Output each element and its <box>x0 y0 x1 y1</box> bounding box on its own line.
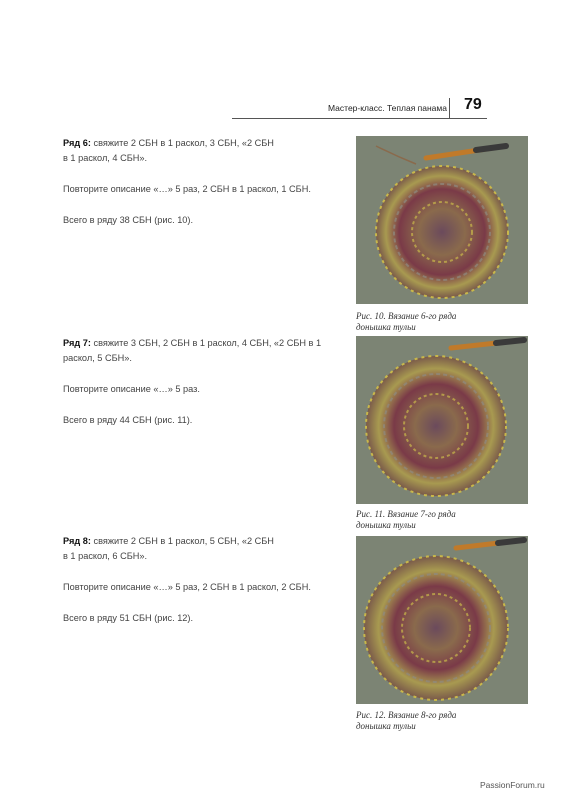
caption-line1: Рис. 11. Вязание 7-го ряда <box>356 509 456 519</box>
running-header-title: Мастер-класс. Теплая панама <box>328 103 447 113</box>
caption-line1: Рис. 10. Вязание 6-го ряда <box>356 311 457 321</box>
crochet-circle-image <box>356 536 528 704</box>
crochet-photo-fig12 <box>356 536 528 704</box>
row-line2: в 1 раскол, 6 СБН». <box>63 551 148 561</box>
row-label: Ряд 8: <box>63 536 91 546</box>
row-total: Всего в ряду 38 СБН (рис. 10). <box>63 215 194 225</box>
row-total: Всего в ряду 44 СБН (рис. 11). <box>63 415 193 425</box>
row-line1: свяжите 3 СБН, 2 СБН в 1 раскол, 4 СБН, «2 СБН в 1 <box>93 338 322 348</box>
row-line1: свяжите 2 СБН в 1 раскол, 3 СБН, «2 СБН <box>93 138 274 148</box>
crochet-circle-image <box>356 136 528 304</box>
row-line2: раскол, 5 СБН». <box>63 353 132 363</box>
row-8-instructions <box>63 534 348 642</box>
row-total: Всего в ряду 51 СБН (рис. 12). <box>63 613 194 623</box>
crochet-photo-fig11 <box>356 336 528 504</box>
row-6-instructions <box>63 136 348 244</box>
header-separator <box>449 98 450 119</box>
row-7-instructions <box>63 336 348 444</box>
figure-caption <box>356 710 516 732</box>
caption-line2: донышка тульи <box>356 721 416 731</box>
row-line1: свяжите 2 СБН в 1 раскол, 5 СБН, «2 СБН <box>93 536 274 546</box>
row-label: Ряд 6: <box>63 138 91 148</box>
caption-line2: донышка тульи <box>356 322 416 332</box>
caption-line1: Рис. 12. Вязание 8-го ряда <box>356 710 457 720</box>
row-repeat: Повторите описание «…» 5 раз, 2 СБН в 1 раскол, 1 СБН. <box>63 184 311 194</box>
figure-caption <box>356 311 516 333</box>
watermark: PassionForum.ru <box>480 780 545 790</box>
row-line2: в 1 раскол, 4 СБН». <box>63 153 148 163</box>
crochet-photo-fig10 <box>356 136 528 304</box>
row-label: Ряд 7: <box>63 338 91 348</box>
page-number: 79 <box>464 96 482 113</box>
figure-caption <box>356 509 516 531</box>
header-rule <box>232 118 487 119</box>
row-repeat: Повторите описание «…» 5 раз, 2 СБН в 1 раскол, 2 СБН. <box>63 582 311 592</box>
caption-line2: донышка тульи <box>356 520 416 530</box>
crochet-circle-image <box>356 336 528 504</box>
row-repeat: Повторите описание «…» 5 раз. <box>63 384 200 394</box>
